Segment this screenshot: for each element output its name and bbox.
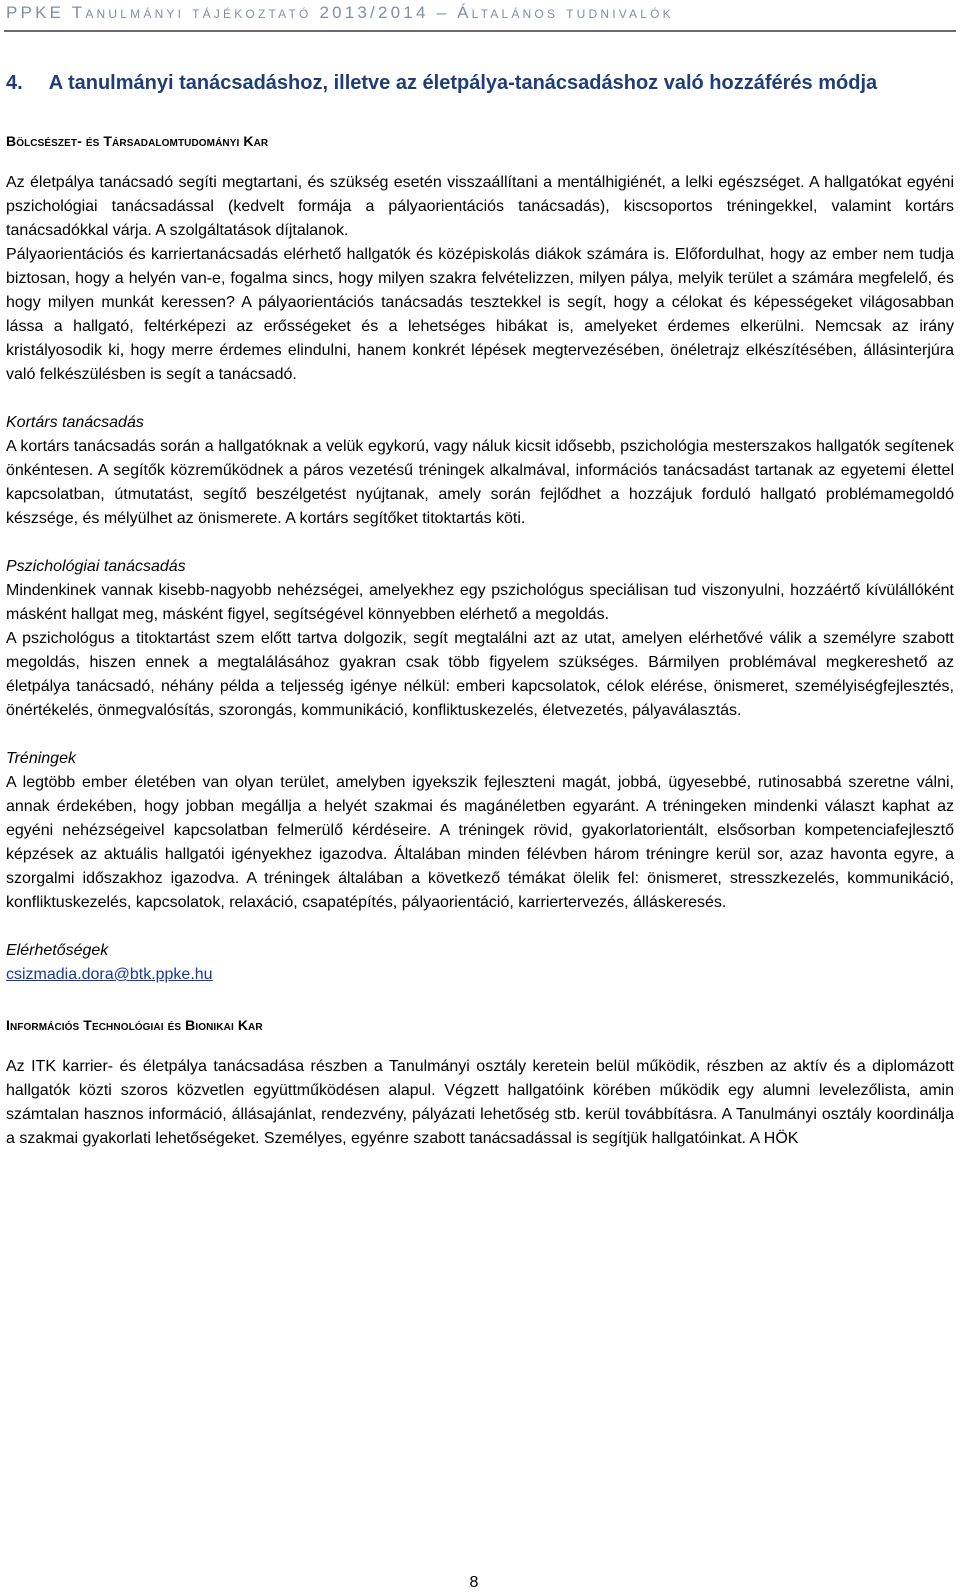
- header-divider: [4, 30, 956, 32]
- peer-counseling-heading: Kortárs tanácsadás: [6, 414, 144, 431]
- peer-counseling-paragraph: A kortárs tanácsadás során a hallgatóknak a velük egykorú, vagy náluk kicsit idősebb, pszichológia mesterszakos hallgatók segítenek önkéntesen. A segítők közreműködnek a páros vezetésű tréningek alkalmával, információs tanácsadást tartanak az egyetemi élettel kapcsolatban, útmutatást, segítő beszélgetést nyújtanak, amely során fejlődhet a hozzájuk forduló hallgató problémamegoldó készsége, és mélyülhet az önismerete. A kortárs segítőket titoktartás köti.: [6, 438, 954, 527]
- page-content: [6, 72, 954, 1151]
- trainings-paragraph: A legtöbb ember életében van olyan terület, amelyben igyekszik fejleszteni magát, jobbá, ügyesebbé, rutinosabbá szeretne válni, annak érdekében, hogy jobban megállja a helyét szakmai és magánéletben egyaránt. A tréningeken mindenki választ kaphat az egyéni nehézségeivel kapcsolatban felmerülő kérdéseire. A tréningek rövid, gyakorlatorientált, elsősorban kompetenciafejlesztő képzések az aktuális hallgatói igényekhez igazodva. Általában minden félévben három tréningre kerül sor, azaz havonta egyre, a szorgalmi időszakhoz igazodva. A tréningek általában a következő témákat ölelik fel: önismeret, stresszkezelés, kommunikáció, konfliktuskezelés, kapcsolatok, relaxáció, csapatépítés, pályaorientáció, karriertervezés, álláskeresés.: [6, 774, 954, 911]
- page-number: 8: [469, 1574, 479, 1591]
- contacts-heading: Elérhetőségek: [6, 942, 109, 959]
- running-header: PPKE Tanulmányi tájékoztató 2013/2014 – Általános tudnivalók: [6, 3, 674, 22]
- section-title: A tanulmányi tanácsadáshoz, illetve az életpálya-tanácsadáshoz való hozzáférés módja: [48, 72, 878, 94]
- itk-paragraph: Az ITK karrier- és életpálya tanácsadása részben a Tanulmányi osztály keretein belül működik, részben az aktív és a diplomázott hallgatók közti szoros közvetlen együttműködésen alapul. Végzett hallgatóink körében működik egy alumni levelezőlista, amin számtalan hasznos információ, állásajánlat, rendezvény, pályázati lehetőség stb. kerül továbbításra. A Tanulmányi osztály koordinálja a szakmai gyakorlati lehetőségeket. Személyes, egyénre szabott tanácsadással is segítjük hallgatóinkat. A HÖK: [6, 1058, 954, 1147]
- faculty-title-itk: Információs Technológiai és Bionikai Kar: [6, 1017, 263, 1033]
- psych-counseling-paragraph-2: A pszichológus a titoktartást szem előtt tartva dolgozik, segít megtalálni azt az utat, amelyen elérhetővé válik a személyre szabott megoldás, hiszen ennek a megtalálásához gyakran csak több figyelem szükséges. Bármilyen problémával megkereshető az életpálya tanácsadó, néhány példa a teljesség igénye nélkül: emberi kapcsolatok, célok elérése, önismeret, személyiségfejlesztés, önértékelés, önmegvalósítás, szorongás, kommunikáció, konfliktuskezelés, életvezetés, pályaválasztás.: [6, 630, 954, 719]
- btk-intro-paragraph: Az életpálya tanácsadó segíti megtartani, és szükség esetén visszaállítani a mentálhigiénét, a lelki egészséget. A hallgatókat egyéni pszichológiai tanácsadással (kedvelt formája a pályaorientációs tanácsadás), kiscsoportos tréningekkel, valamint kortárs tanácsadókkal várja. A szolgáltatások díjtalanok.: [6, 174, 954, 239]
- psych-counseling-paragraph-1: Mindenkinek vannak kisebb-nagyobb nehézségei, amelyekhez egy pszichológus speciálisan tud viszonyulni, hozzáértő kívülállóként másként hallgat meg, másként figyel, segítségével könnyebben elérhető a megoldás.: [6, 582, 954, 623]
- trainings-heading: Tréningek: [6, 750, 76, 767]
- section-heading: [6, 72, 954, 95]
- faculty-title-btk: Bölcsészet- és Társadalomtudományi Kar: [6, 133, 269, 149]
- btk-career-paragraph: Pályaorientációs és karriertanácsadás elérhető hallgatók és középiskolás diákok számára is. Előfordulhat, hogy az ember nem tudja biztosan, hogy a helyén van-e, fogalma sincs, hogy milyen szakra felvételizzen, milyen pálya, melyik terület a számára megfelelő, és hogy milyen munkát keressen? A pályaorientációs tanácsadás tesztekkel is segít, hogy a célokat és képességeket világosabban lássa a hallgató, feltérképezi az erősségeket és a lehetséges hibákat is, amelyeket érdemes elkerülni. Nemcsak az irány kristályosodik ki, hogy merre érdemes elindulni, hanem konkrét lépések megtervezésében, önéletrajz elkészítésében, állásinterjúra való felkészülésben is segít a tanácsadó.: [6, 246, 954, 383]
- section-number: 4.: [6, 72, 23, 94]
- psych-counseling-heading: Pszichológiai tanácsadás: [6, 558, 186, 575]
- contact-email-link[interactable]: csizmadia.dora@btk.ppke.hu: [6, 966, 213, 983]
